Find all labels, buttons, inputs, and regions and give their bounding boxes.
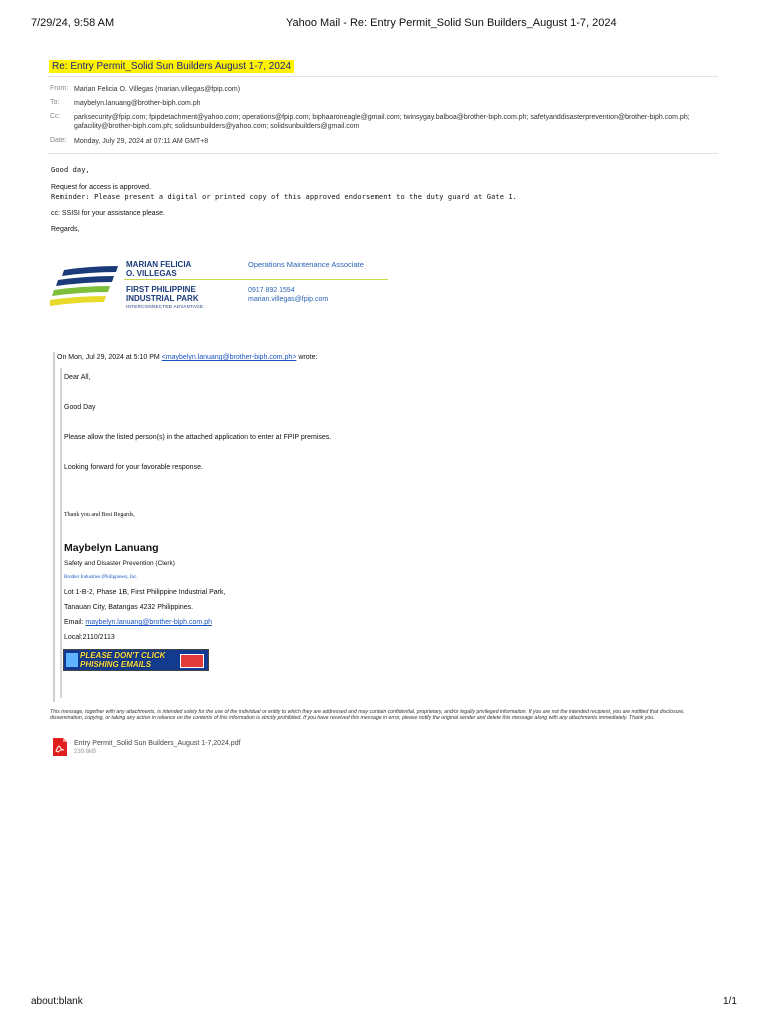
date-value: Monday, July 29, 2024 at 07:11 AM GMT+8 bbox=[74, 138, 209, 145]
quoted-sender-role: Safety and Disaster Prevention (Clerk) bbox=[64, 560, 175, 567]
pdf-file-icon[interactable] bbox=[52, 738, 68, 756]
divider bbox=[48, 76, 718, 77]
signature-tagline: INTERCONNECTED ADVANTAGE bbox=[126, 304, 204, 309]
body-line-cc: cc: SSISI for your assistance please. bbox=[51, 210, 165, 217]
quoted-email-row: Email: maybelyn.lanuang@brother-biph.com.ph bbox=[64, 619, 212, 626]
fpip-logo-icon bbox=[50, 264, 122, 306]
signature-park: FIRST PHILIPPINE INDUSTRIAL PARK bbox=[126, 285, 199, 303]
print-datetime: 7/29/24, 9:58 AM bbox=[31, 17, 115, 29]
signature-phone: 0917 892 1554 bbox=[248, 287, 295, 294]
to-label: To: bbox=[50, 99, 60, 106]
from-label: From: bbox=[50, 85, 69, 92]
quoted-email-link[interactable]: maybelyn.lanuang@brother-biph.com.ph bbox=[85, 619, 212, 626]
cc-value: parksecurity@fpip.com; fpipdetachment@yahoo.com; operations@fpip.com; biphaaroneagle@gmail.com; twinsygay.balboa@brother-biph.com.ph; safetyanddisasterprevention@brother-biph.com.ph; gafacility@brother-biph.com.ph; solidsunbuilders@yahoo.com; solidsunbuilders@gmail.com bbox=[74, 114, 690, 130]
body-closing: Regards, bbox=[51, 226, 80, 233]
date-label: Date: bbox=[50, 137, 67, 144]
quoted-header: On Mon, Jul 29, 2024 at 5:10 PM <maybelyn.lanuang@brother-biph.com.ph> wrote: bbox=[57, 354, 318, 361]
quoted-local: Local:2110/2113 bbox=[64, 634, 115, 641]
banner-line-2: PHISHING EMAILS bbox=[80, 660, 152, 669]
body-line-approved: Request for access is approved. bbox=[51, 184, 151, 191]
print-footer-url: about:blank bbox=[31, 996, 83, 1007]
quote-bar-inner bbox=[60, 368, 62, 698]
disclaimer: This message, together with any attachments, is intended solely for the use of the individual or entity to which they are addressed and may contain confidential, proprietary, and/or legally privileged information. If you are not the intended recipient, you are notified that disclosure, dissemination, copying, or taking any action in reliance on the contents of this information is strictly prohibited. If you have received this message in error, please notify the original sender and delete this message along with any attachments immediately. Thank you. bbox=[50, 709, 685, 722]
phishing-banner bbox=[63, 649, 209, 671]
banner-line-1: PLEASE DON'T CLICK bbox=[80, 651, 166, 660]
divider bbox=[48, 153, 718, 154]
quote-bar bbox=[53, 352, 55, 702]
signature-role: Operations Maintenance Associate bbox=[248, 260, 364, 269]
email-subject: Re: Entry Permit_Solid Sun Builders August 1-7, 2024 bbox=[49, 60, 294, 73]
quoted-request: Please allow the listed person(s) in the attached application to enter at FPIP premises. bbox=[64, 434, 332, 441]
quoted-greeting: Dear All, bbox=[64, 374, 91, 381]
quoted-sender-name: Maybelyn Lanuang bbox=[64, 542, 159, 554]
quoted-good-day: Good Day bbox=[64, 404, 96, 411]
body-line-reminder: Reminder: Please present a digital or printed copy of this approved endorsement to the duty guard at Gate 1. bbox=[51, 193, 517, 201]
quoted-company: Brother Industries (Philippines), Inc. bbox=[64, 575, 138, 580]
signature-name: MARIAN FELICIA O. VILLEGAS bbox=[126, 260, 192, 278]
cc-label: Cc: bbox=[50, 113, 61, 120]
from-value: Marian Felicia O. Villegas (marian.villegas@fpip.com) bbox=[74, 86, 241, 93]
quoted-forward: Looking forward for your favorable response. bbox=[64, 464, 203, 471]
attachment-size: 239.8kB bbox=[74, 749, 97, 755]
warning-icon bbox=[180, 654, 204, 668]
print-title: Yahoo Mail - Re: Entry Permit_Solid Sun Builders_August 1-7, 2024 bbox=[286, 17, 617, 29]
quoted-address-2: Tanauan City, Batangas 4232 Philippines. bbox=[64, 604, 194, 611]
to-value: maybelyn.lanuang@brother-biph.com.ph bbox=[74, 100, 201, 107]
print-footer-page: 1/1 bbox=[723, 996, 737, 1007]
signature-divider bbox=[124, 279, 388, 280]
signature-email: marian.villegas@fpip.com bbox=[248, 296, 329, 303]
quoted-thanks: Thank you and Best Regards, bbox=[64, 512, 135, 518]
quoted-sender-link[interactable]: <maybelyn.lanuang@brother-biph.com.ph> bbox=[161, 354, 297, 361]
attachment-name[interactable]: Entry Permit_Solid Sun Builders_August 1-7,2024.pdf bbox=[74, 740, 241, 747]
body-greeting: Good day, bbox=[51, 166, 90, 174]
hand-icon bbox=[66, 653, 78, 667]
quoted-address-1: Lot 1-B-2, Phase 1B, First Philippine Industrial Park, bbox=[64, 589, 226, 596]
